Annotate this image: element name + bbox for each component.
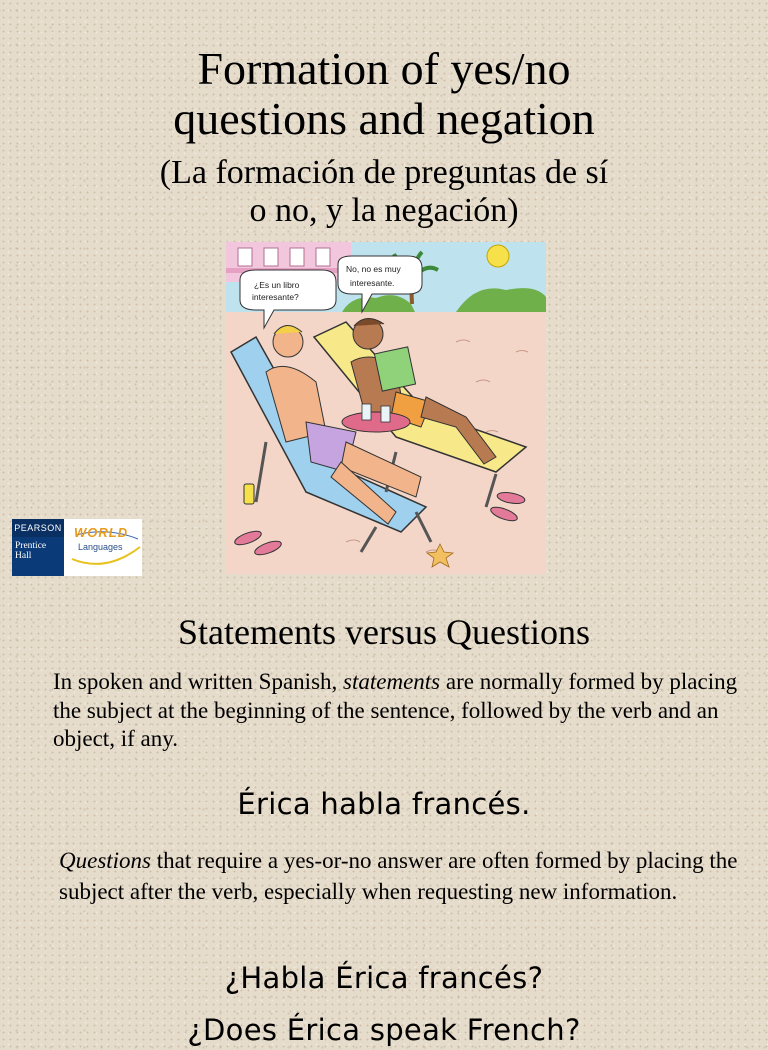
para1-text-start: In spoken and written Spanish, [53,669,344,694]
questions-paragraph [59,846,749,907]
section-heading: Statements versus Questions [178,612,590,652]
bubble-left-line-1: ¿Es un libro [254,280,300,290]
para2-text: that require a yes-or-no answer are often formed by placing the subject after the verb, especially when requesting new information. [59,848,738,904]
subtitle-line-1: (La formación de preguntas de sí [159,154,609,191]
para1-text-end: are normally formed by placing the subject at the beginning of the sentence, followed by the verb and an object, if any. [53,669,738,751]
pearson-wordmark: PEARSON [12,519,64,537]
page-title [0,44,768,144]
prentice-wordmark: Prentice [15,541,47,551]
sun-icon [487,245,509,267]
title-line-1: Formation of yes/no [197,43,571,94]
question-example: ¿Habla Érica francés? [224,961,544,995]
bubble-right-line-1: No, no es muy [346,264,401,274]
hall-wordmark: Hall [15,551,32,561]
bubble-right-line-2: interesante. [350,278,395,288]
pearson-logo [12,519,64,576]
statement-example: Érica habla francés. [237,787,531,821]
page-subtitle [0,154,768,230]
para2-emphasis: Questions [59,848,151,873]
beach-illustration [226,242,546,574]
languages-wordmark: Languages [78,542,123,552]
subtitle-line-2: o no, y la negación) [249,192,519,229]
statements-paragraph [53,668,743,754]
question-translation: ¿Does Érica speak French? [187,1013,581,1047]
title-line-2: questions and negation [173,93,595,144]
bubble-left-line-2: interesante? [252,292,299,302]
publisher-logo [12,519,142,576]
para1-emphasis: statements [343,669,441,694]
world-wordmark: WORLD [74,525,129,540]
